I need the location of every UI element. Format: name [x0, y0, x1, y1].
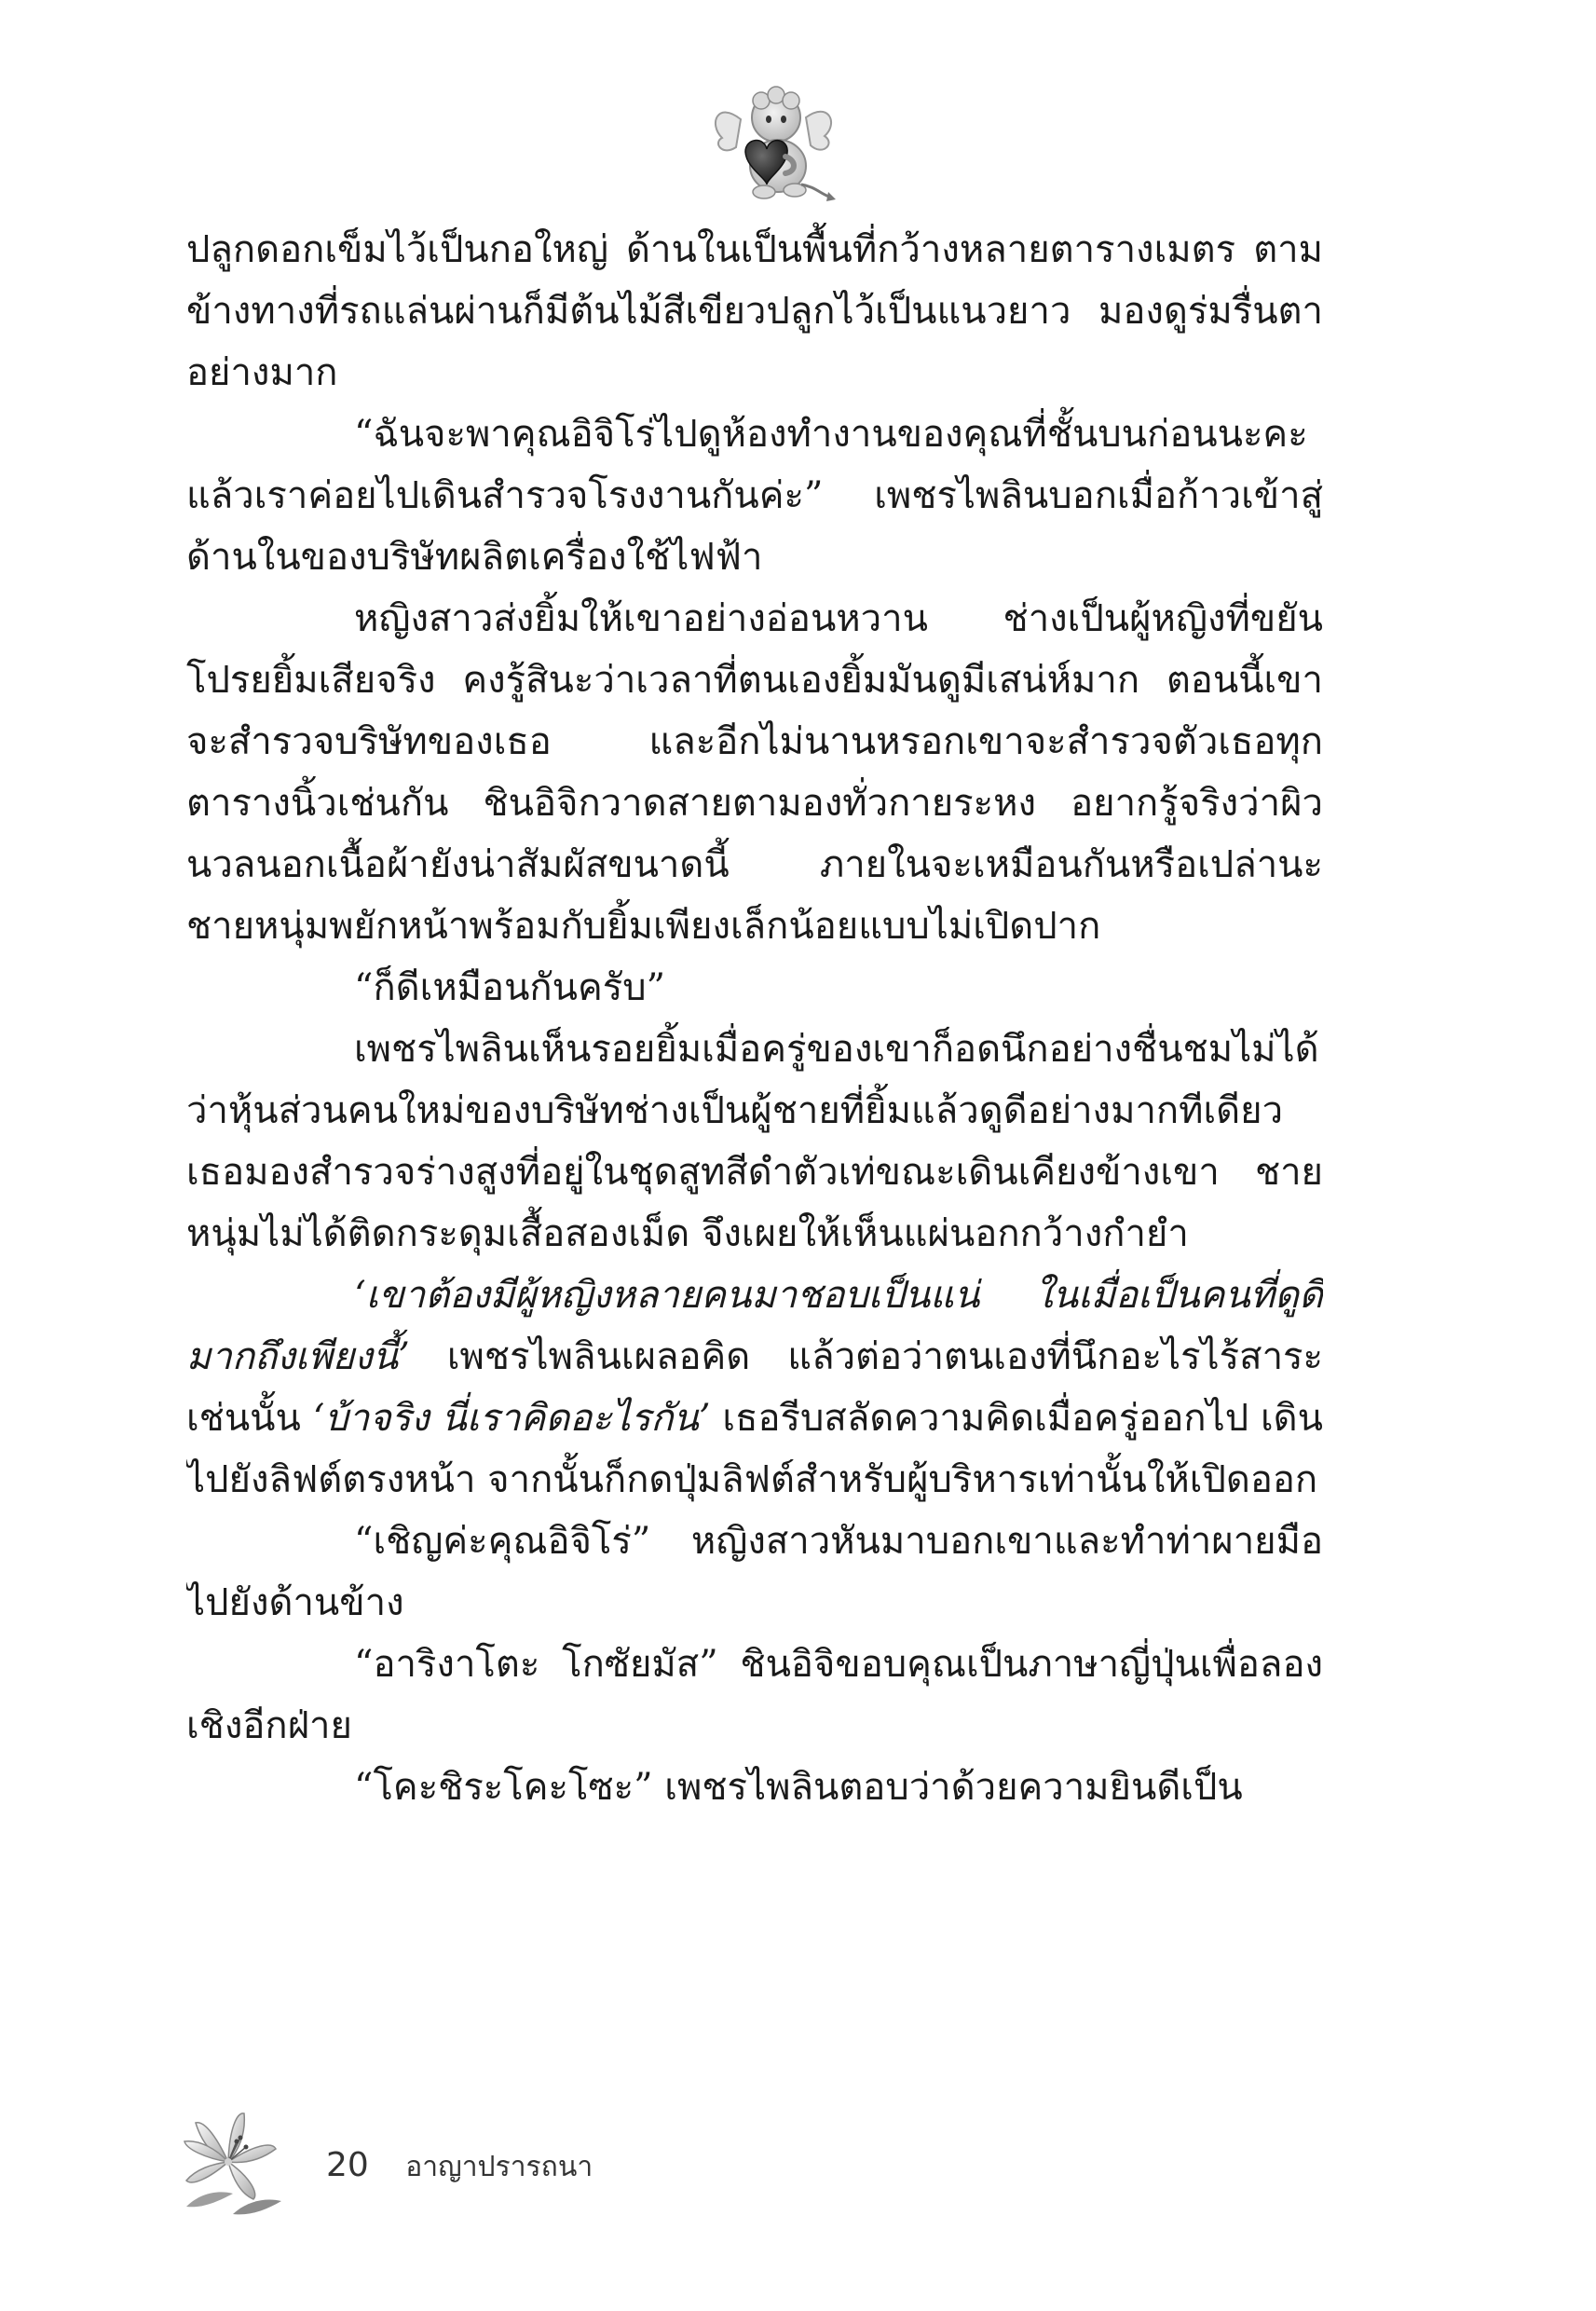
page-footer	[158, 2104, 717, 2225]
paragraph	[186, 957, 1323, 1019]
paragraph-text: “เชิญค่ะคุณอิจิโร่” หญิงสาวหันมาบอกเขาและทำท่าผายมือไปยังด้านข้าง	[186, 1520, 1323, 1624]
paragraph	[186, 219, 1323, 403]
italic-thought-text: ‘บ้าจริง นี่เราคิดอะไรกัน’	[312, 1397, 711, 1440]
paragraph-text: เธอรีบสลัดความคิดเมื่อครู่ออกไป เดินไปยังลิฟต์ตรงหน้า จากนั้นก็กดปุ่มลิฟต์สำหรับผู้บริหารเท่านั้นให้เปิดออก	[186, 1397, 1323, 1501]
cupid-heart-icon	[703, 82, 843, 212]
paragraph	[186, 1757, 1323, 1818]
paragraph-text: เพชรไพลินเผลอคิด แล้วต่อว่าตนเองที่นึกอะไรไร้สาระเช่นนั้น	[186, 1335, 1323, 1440]
paragraph	[186, 403, 1323, 588]
paragraph-text: “โคะชิระโคะโซะ” เพชรไพลินตอบว่าด้วยความยินดีเป็น	[354, 1766, 1243, 1809]
paragraph-text: เพชรไพลินเห็นรอยยิ้มเมื่อครู่ของเขาก็อดนึกอย่างชื่นชมไม่ได้ว่าหุ้นส่วนคนใหม่ของบริษัทช่างเป็นผู้ชายที่ยิ้มแล้วดูดีอย่างมากทีเดียว เธอมองสำรวจร่างสูงที่อยู่ในชุดสูทสีดำตัวเท่ขณะเดินเคียงข้างเขา ชายหนุ่มไม่ได้ติดกระดุมเสื้อสองเม็ด จึงเผยให้เห็นแผ่นอกกว้างกำยำ	[186, 1028, 1323, 1255]
folio	[326, 2145, 593, 2189]
paragraph	[186, 1019, 1323, 1265]
book-title: อาญาปรารถนา	[405, 2151, 593, 2183]
paragraph-text: “ก็ดีเหมือนกันครับ”	[354, 966, 666, 1009]
paragraph	[186, 1265, 1323, 1511]
paragraph	[186, 588, 1323, 957]
page-number: 20	[326, 2146, 369, 2184]
paragraph	[186, 1511, 1323, 1634]
lily-flower-icon	[168, 2104, 289, 2225]
paragraph-text: หญิงสาวส่งยิ้มให้เขาอย่างอ่อนหวาน ช่างเป็นผู้หญิงที่ขยันโปรยยิ้มเสียจริง คงรู้สินะว่าเวลาที่ตนเองยิ้มมันดูมีเสน่ห์มาก ตอนนี้เขาจะสำรวจบริษัทของเธอ และอีกไม่นานหรอกเขาจะสำรวจตัวเธอทุกตารางนิ้วเช่นกัน ชินอิจิกวาดสายตามองทั่วกายระหง อยากรู้จริงว่าผิวนวลนอกเนื้อผ้ายังน่าสัมผัสขนาดนี้ ภายในจะเหมือนกันหรือเปล่านะ ชายหนุ่มพยักหน้าพร้อมกับยิ้มเพียงเล็กน้อยแบบไม่เปิดปาก	[186, 597, 1323, 948]
page-body	[186, 219, 1323, 2111]
paragraph-text: “อาริงาโตะ โกซัยมัส” ชินอิจิขอบคุณเป็นภาษาญี่ปุ่นเพื่อลองเชิงอีกฝ่าย	[186, 1643, 1323, 1747]
paragraph-text: “ฉันจะพาคุณอิจิโร่ไปดูห้องทำงานของคุณที่ชั้นบนก่อนนะคะ แล้วเราค่อยไปเดินสำรวจโรงงานกันค่ะ” เพชรไพลินบอกเมื่อก้าวเข้าสู่ด้านในของบริษัทผลิตเครื่องใช้ไฟฟ้า	[186, 413, 1323, 579]
italic-thought-text: ‘เขาต้องมีผู้หญิงหลายคนมาชอบเป็นแน่ ในเมื่อเป็นคนที่ดูดีมากถึงเพียงนี้’	[186, 1274, 1323, 1378]
paragraph	[186, 1634, 1323, 1757]
paragraph-text: ปลูกดอกเข็มไว้เป็นกอใหญ่ ด้านในเป็นพื้นที่กว้างหลายตารางเมตร ตามข้างทางที่รถแล่นผ่านก็มีต้นไม้สีเขียวปลูกไว้เป็นแนวยาว มองดูร่มรื่นตาอย่างมาก	[186, 228, 1323, 394]
